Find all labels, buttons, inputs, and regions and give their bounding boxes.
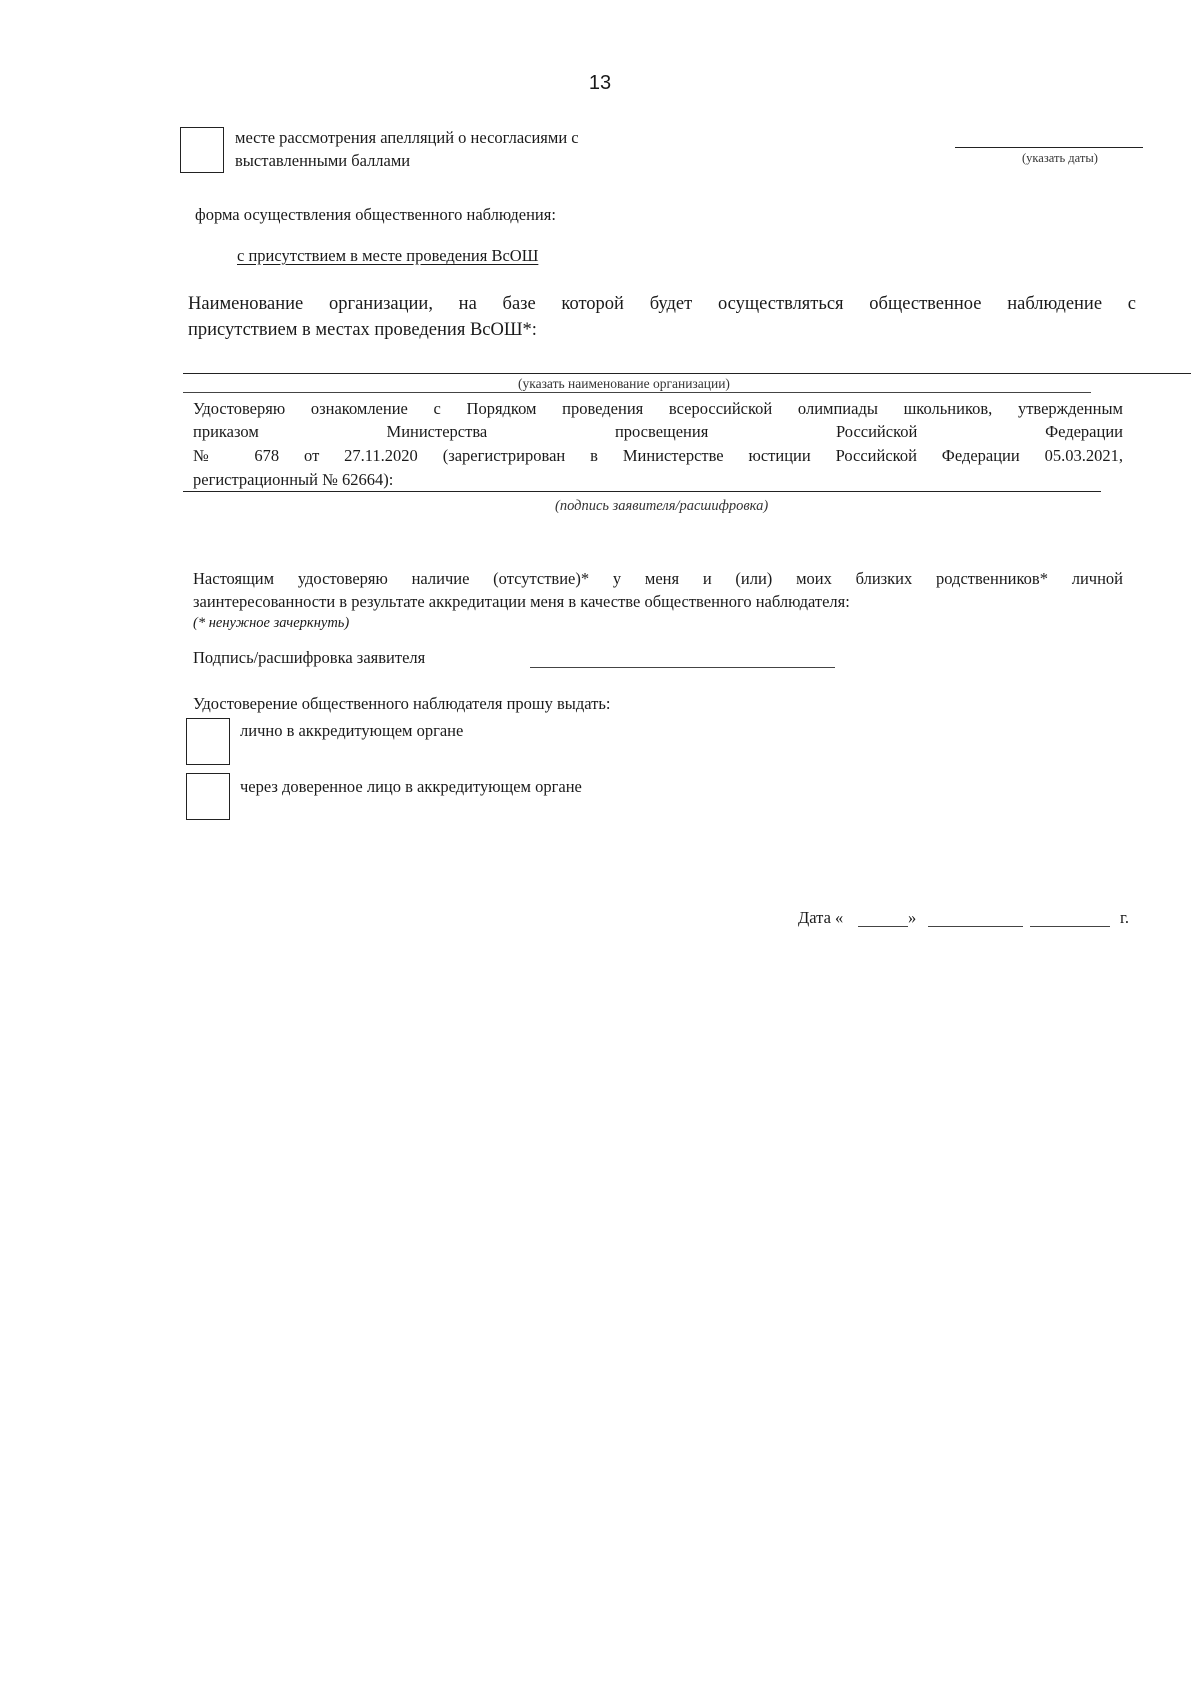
acknowledgement-line1: Удостоверяю ознакомление с Порядком проведения всероссийской олимпиады школьников, утвержденным — [193, 399, 1123, 418]
acknowledgement-line3: № 678 от 27.11.2020 (зарегистрирован в Министерстве юстиции Российской Федерации 05.03.2021, — [193, 446, 1123, 465]
page-number: 13 — [588, 72, 612, 94]
organization-question-line1: Наименование организации, на базе которой будет осуществляться общественное наблюдение с — [188, 294, 1136, 314]
certificate-personal-checkbox[interactable] — [186, 718, 230, 765]
organization-name-line[interactable] — [183, 373, 1191, 374]
acknowledgement-line4: регистрационный № 62664): — [193, 470, 394, 489]
organization-hint-underline — [183, 392, 1091, 393]
date-year-suffix: г. — [1120, 908, 1130, 927]
observation-form-value: с присутствием в месте проведения ВсОШ — [237, 246, 539, 265]
interest-signature-line[interactable] — [530, 667, 835, 668]
acknowledgement-signature-line[interactable] — [183, 491, 1101, 492]
date-label: Дата « — [798, 908, 844, 927]
organization-name-hint: (указать наименование организации) — [518, 376, 730, 391]
certificate-proxy-checkbox[interactable] — [186, 773, 230, 820]
organization-question-line2: присутствием в местах проведения ВсОШ*: — [188, 320, 537, 340]
acknowledgement-line2: приказом Министерства просвещения Российской Федерации — [193, 422, 1123, 441]
interest-signature-label: Подпись/расшифровка заявителя — [193, 648, 426, 667]
appeals-date-hint: (указать даты) — [1022, 151, 1098, 165]
date-day-line[interactable] — [858, 926, 908, 927]
certificate-personal-label: лично в аккредитующем органе — [240, 721, 464, 740]
date-month-line[interactable] — [928, 926, 1023, 927]
certificate-heading: Удостоверение общественного наблюдателя прошу выдать: — [193, 694, 611, 713]
appeals-date-line[interactable] — [955, 147, 1143, 148]
observation-form-heading: форма осуществления общественного наблюдения: — [195, 205, 556, 224]
date-year-line[interactable] — [1030, 926, 1110, 927]
appeals-option-label-line2: выставленными баллами — [235, 151, 411, 170]
interest-line1: Настоящим удостоверяю наличие (отсутствие)* у меня и (или) моих близких родственников* личной — [193, 569, 1123, 588]
interest-line2: заинтересованности в результате аккредитации меня в качестве общественного наблюдателя: — [193, 592, 850, 611]
date-close-quote: » — [908, 908, 917, 927]
acknowledgement-signature-hint: (подпись заявителя/расшифровка) — [555, 498, 769, 514]
appeals-option-label-line1: месте рассмотрения апелляций о несогласиями с — [235, 128, 579, 147]
appeals-checkbox[interactable] — [180, 127, 224, 173]
certificate-proxy-label: через доверенное лицо в аккредитующем органе — [240, 777, 582, 796]
interest-note: (* ненужное зачеркнуть) — [193, 615, 350, 631]
